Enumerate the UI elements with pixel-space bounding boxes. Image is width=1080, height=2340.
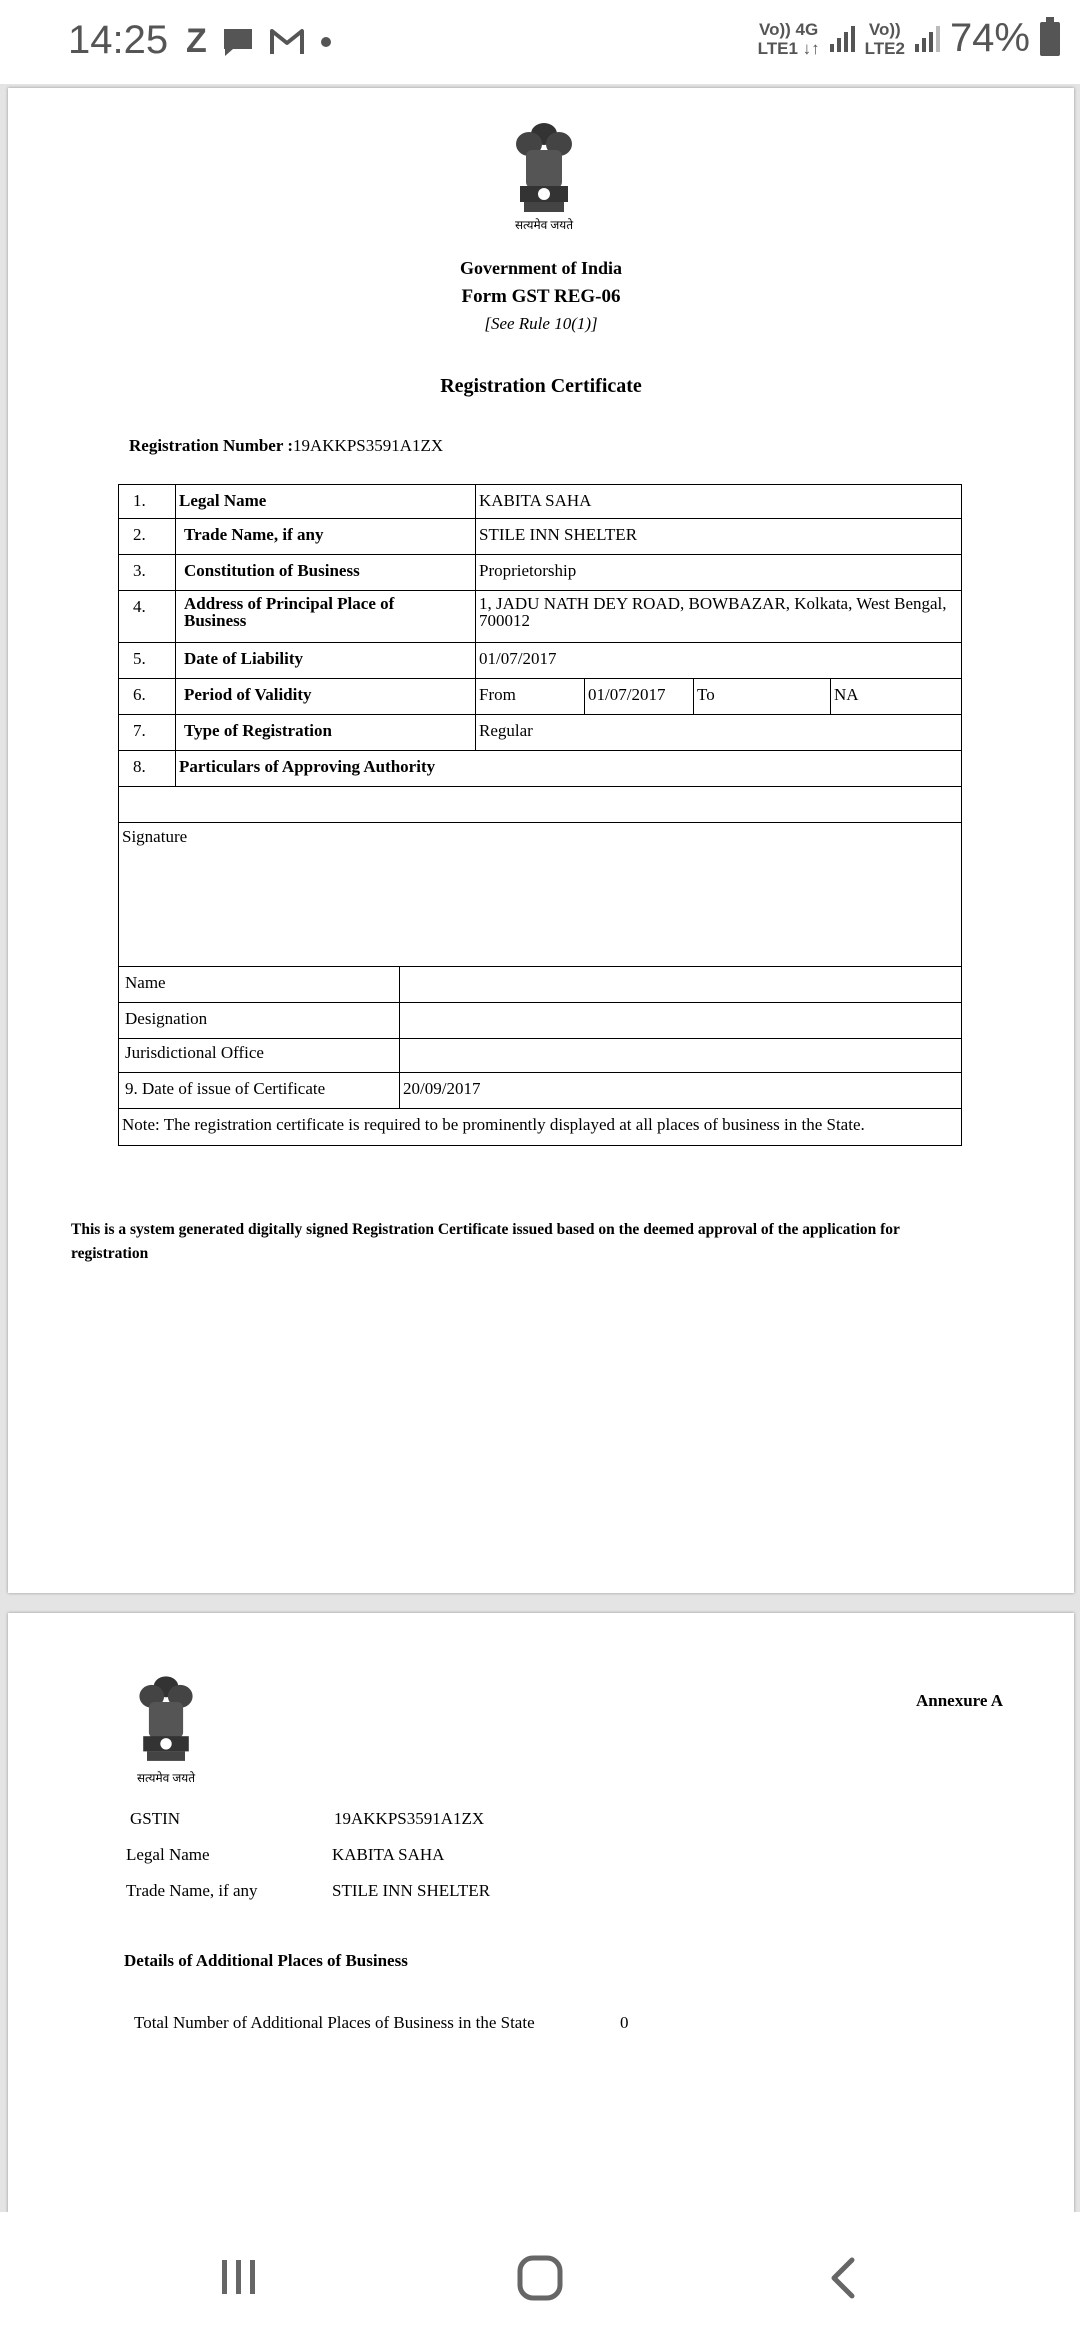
legal-name-value: KABITA SAHA <box>332 1845 445 1864</box>
gov-heading: Government of India <box>460 258 622 278</box>
row-2-label: Trade Name, if any <box>175 518 476 555</box>
row-4-label: Address of Principal Place of Business <box>175 590 476 643</box>
gstin-label: GSTIN <box>130 1809 181 1828</box>
battery-icon <box>1040 22 1060 56</box>
annexure-page[interactable] <box>8 1613 1074 2213</box>
validity-to-value: NA <box>830 678 962 715</box>
total-places-label: Total Number of Additional Places of Business in the State <box>134 2013 535 2032</box>
emblem-icon-2 <box>128 1673 204 1769</box>
row-3-value: Proprietorship <box>475 554 962 591</box>
row-7-value: Regular <box>475 714 962 751</box>
trade-name-value: STILE INN SHELTER <box>332 1881 491 1900</box>
row-3-label: Constitution of Business <box>175 554 476 591</box>
dot-icon <box>319 35 333 49</box>
signal-icon <box>830 26 855 52</box>
empty-row <box>118 786 962 823</box>
row-2-value: STILE INN SHELTER <box>475 518 962 555</box>
status-bar <box>0 0 1080 84</box>
issue-date-label: 9. Date of issue of Certificate <box>118 1072 400 1109</box>
registration-number: Registration Number :19AKKPS3591A1ZX <box>129 436 444 455</box>
row-7-num: 7. <box>118 714 176 751</box>
row-5-label: Date of Liability <box>175 642 476 679</box>
row-1-label: Legal Name <box>175 484 476 519</box>
gmail-icon <box>269 27 305 57</box>
certificate-title: Registration Certificate <box>440 375 642 397</box>
form-heading: Form GST REG-06 <box>461 286 621 307</box>
rule-reference: [See Rule 10(1)] <box>484 314 598 333</box>
signal-icon-2 <box>915 26 940 52</box>
emblem-caption: सत्यमेव जयते <box>514 218 574 232</box>
row-7-label: Type of Registration <box>175 714 476 751</box>
legal-name-label: Legal Name <box>126 1845 210 1864</box>
network-lte2: Vo)) LTE2 <box>864 19 905 58</box>
battery-percent: 74% <box>949 16 1030 60</box>
validity-from-value: 01/07/2017 <box>584 678 694 715</box>
row-1-value: KABITA SAHA <box>475 484 962 519</box>
row-6-num: 6. <box>118 678 176 715</box>
emblem-caption-2: सत्यमेव जयते <box>136 1771 196 1785</box>
system-generated-note: This is a system generated digitally signed Registration Certificate issued based on the deemed approval of the application for registration <box>71 1221 900 1262</box>
gstin-value: 19AKKPS3591A1ZX <box>334 1809 485 1828</box>
row-4-num: 4. <box>118 590 176 643</box>
row-2-num: 2. <box>118 518 176 555</box>
signature-box: Signature <box>118 822 962 967</box>
total-places-value: 0 <box>620 2013 629 2032</box>
z-notification-icon: Z <box>186 22 207 60</box>
details-heading: Details of Additional Places of Business <box>124 1951 408 1970</box>
designation-value <box>399 1002 962 1039</box>
designation-label: Designation <box>118 1002 400 1039</box>
navigation-bar <box>0 2212 1080 2340</box>
network-lte1: Vo)) 4G LTE1 ↓↑ <box>757 19 820 58</box>
certificate-page[interactable] <box>8 88 1074 1593</box>
name-value <box>399 966 962 1003</box>
table-note: Note: The registration certificate is required to be prominently displayed at all places of business in the State. <box>118 1108 962 1146</box>
row-8-label: Particulars of Approving Authority <box>175 750 962 787</box>
emblem-icon <box>504 120 584 220</box>
recents-icon[interactable] <box>218 2256 260 2298</box>
validity-to-label: To <box>693 678 831 715</box>
annexure-title: Annexure A <box>916 1691 1004 1710</box>
jurisdiction-label: Jurisdictional Office <box>118 1038 400 1073</box>
clock: 14:25 <box>68 18 169 62</box>
jurisdiction-value <box>399 1038 962 1073</box>
row-5-num: 5. <box>118 642 176 679</box>
message-icon <box>221 26 255 58</box>
trade-name-label: Trade Name, if any <box>126 1881 258 1900</box>
back-icon[interactable] <box>826 2256 860 2300</box>
home-icon[interactable] <box>516 2254 564 2302</box>
row-3-num: 3. <box>118 554 176 591</box>
validity-from-label: From <box>475 678 585 715</box>
notification-icons <box>186 22 333 61</box>
row-6-label: Period of Validity <box>175 678 476 715</box>
row-1-num: 1. <box>118 484 176 519</box>
system-indicators <box>758 16 1060 61</box>
issue-date-value: 20/09/2017 <box>399 1072 962 1109</box>
row-5-value: 01/07/2017 <box>475 642 962 679</box>
row-4-value: 1, JADU NATH DEY ROAD, BOWBAZAR, Kolkata, West Bengal, 700012 <box>475 590 962 643</box>
name-label: Name <box>118 966 400 1003</box>
row-8-num: 8. <box>118 750 176 787</box>
